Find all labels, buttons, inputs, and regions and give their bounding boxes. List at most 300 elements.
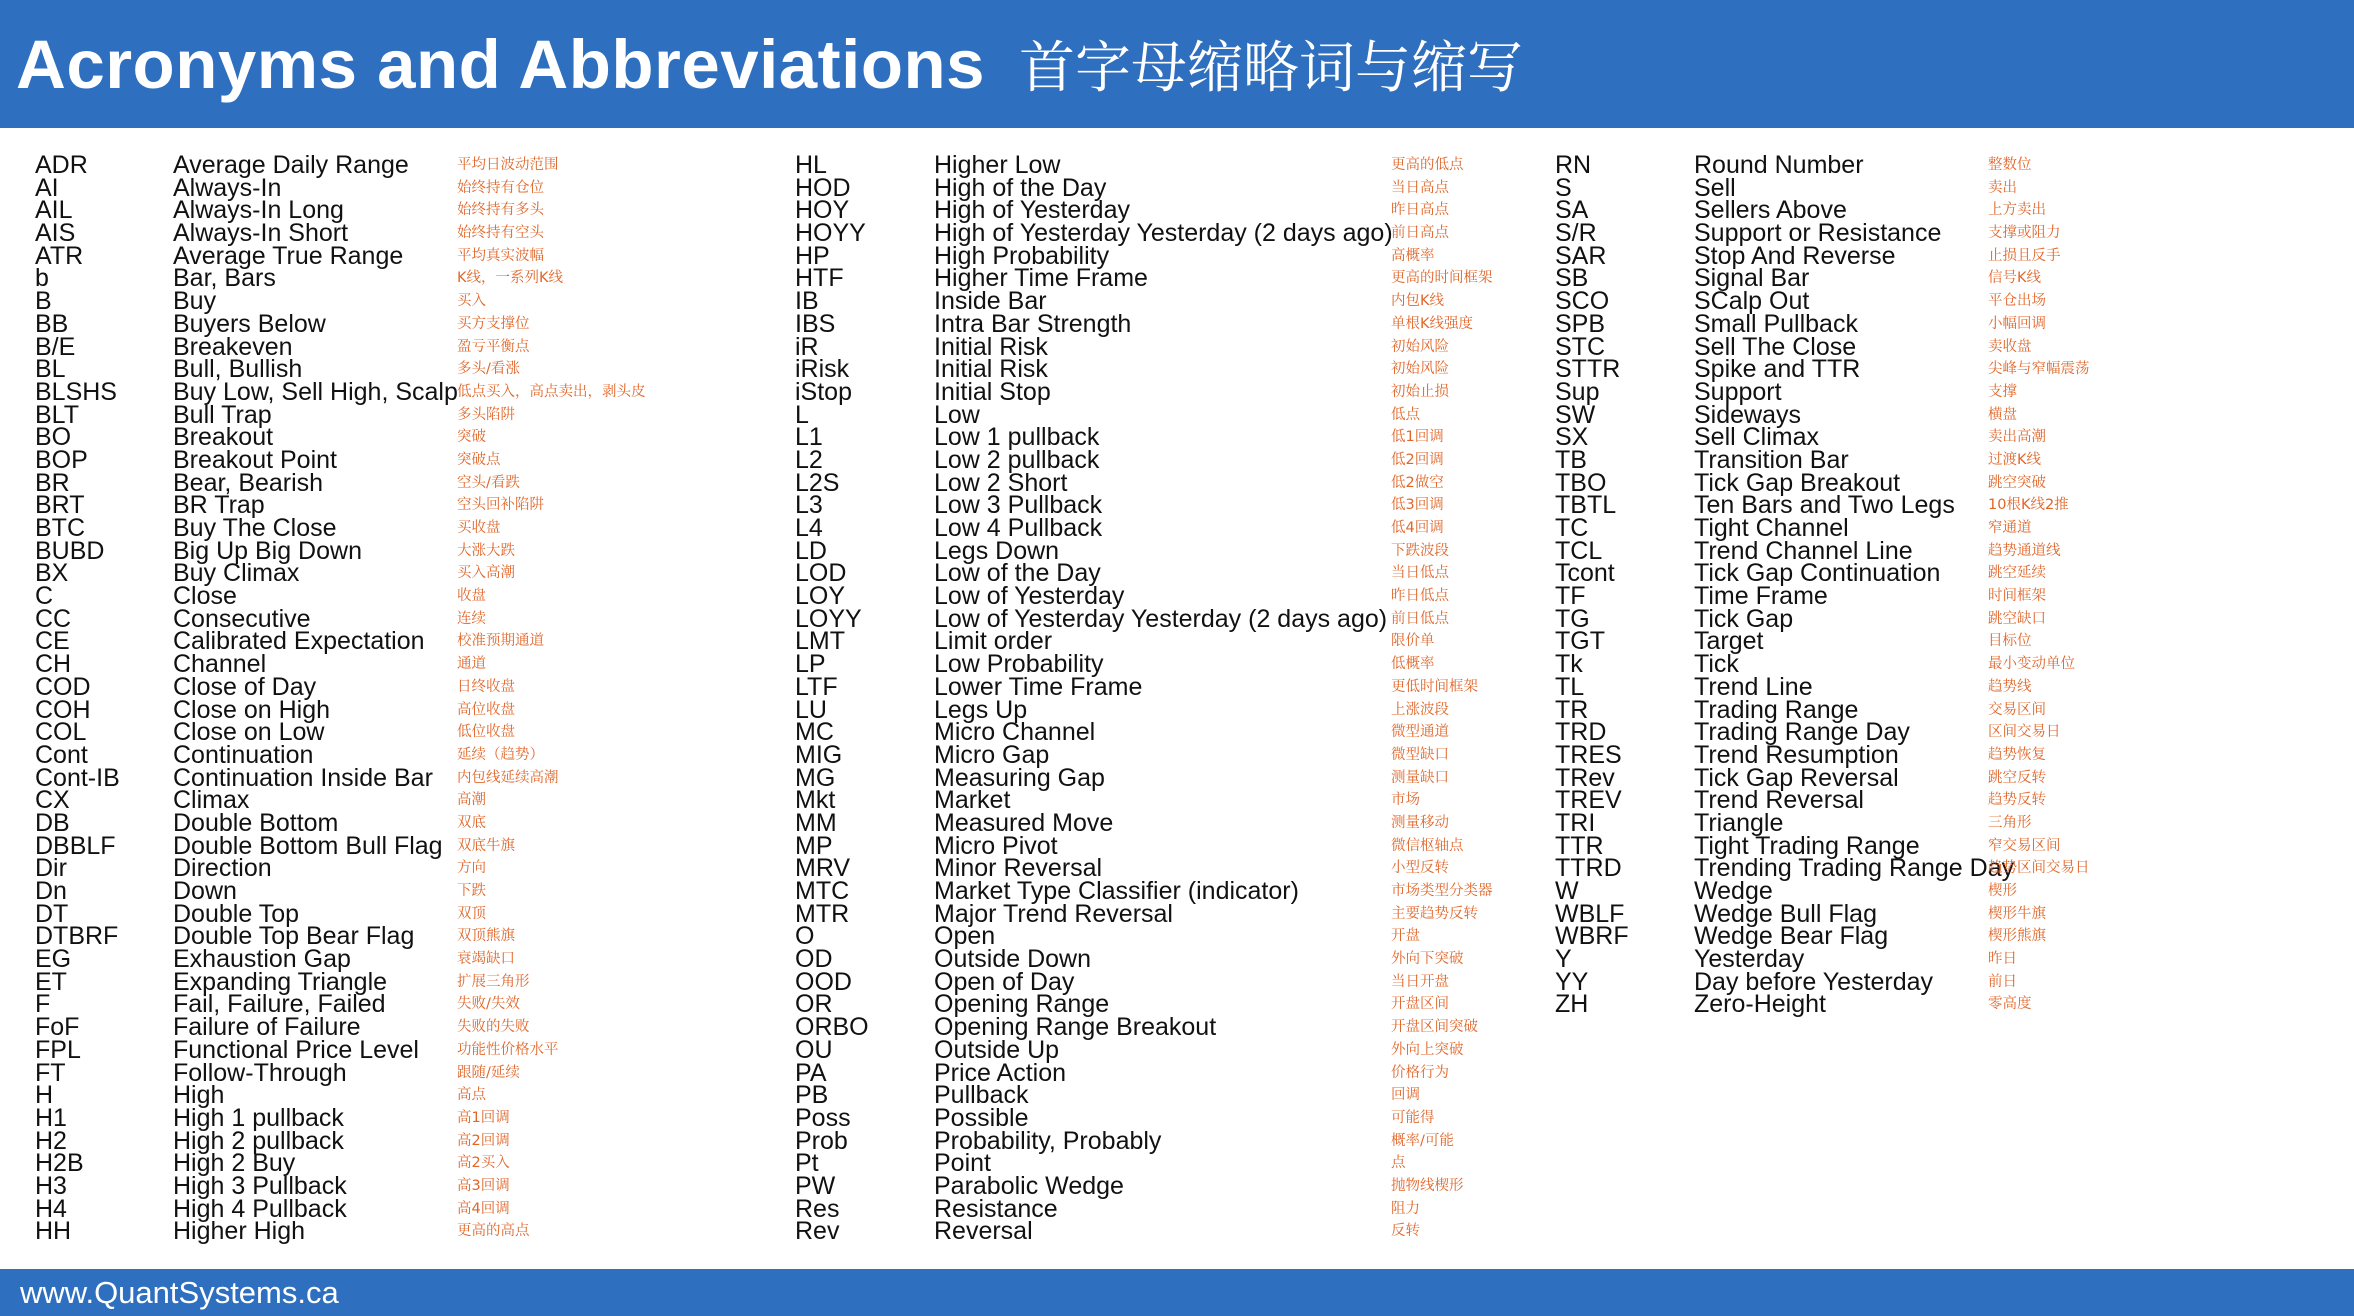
chinese-translation: 当日高点 — [1391, 179, 1449, 196]
chinese-translation: 限价单 — [1391, 633, 1435, 650]
chinese-translation: 收盘 — [457, 588, 486, 605]
chinese-translation: 买入 — [457, 293, 486, 310]
full-term: Sellers Above — [1694, 196, 1847, 225]
chinese-translation: 平均真实波幅 — [457, 247, 544, 264]
full-term: Low Probability — [934, 650, 1104, 679]
chinese-translation: 最小变动单位 — [1988, 656, 2075, 673]
full-term: Tight Trading Range — [1694, 831, 1920, 860]
abbreviation: PW — [795, 1171, 836, 1200]
chinese-translation: 更高的高点 — [457, 1223, 530, 1240]
abbreviation: DB — [35, 808, 70, 837]
abbreviation: LOY — [795, 582, 846, 611]
abbreviation: LP — [795, 650, 826, 679]
full-term: Calibrated Expectation — [173, 627, 425, 656]
chinese-translation: 平均日波动范围 — [457, 157, 559, 173]
abbreviation: H2B — [35, 1149, 84, 1178]
abbreviation: SB — [1555, 264, 1589, 293]
full-term: Expanding Triangle — [173, 967, 388, 996]
chinese-translation: 高潮 — [457, 792, 486, 809]
abbreviation: SA — [1555, 196, 1589, 225]
abbreviation: Y — [1555, 945, 1572, 974]
abbreviation: CC — [35, 604, 72, 633]
abbreviation: ORBO — [795, 1013, 869, 1042]
abbreviation: MTC — [795, 877, 850, 905]
chinese-translation: 下跌波段 — [1391, 542, 1449, 559]
full-term: Low 4 Pullback — [934, 514, 1103, 542]
abbreviation: LMT — [795, 627, 845, 656]
chinese-translation: 买入高潮 — [457, 565, 515, 582]
chinese-translation: 连续 — [457, 610, 486, 627]
full-term: Tick — [1694, 650, 1739, 679]
full-term: Bull, Bullish — [173, 355, 303, 384]
chinese-translation: 方向 — [457, 860, 486, 877]
chinese-translation: 衰竭缺口 — [457, 951, 515, 968]
abbreviation: Tcont — [1555, 559, 1615, 588]
full-term: Double Top Bear Flag — [173, 922, 415, 951]
full-term: Buy Low, Sell High, Scalp — [173, 377, 458, 406]
full-term: Ten Bars and Two Legs — [1694, 491, 1955, 520]
abbreviation: TB — [1555, 445, 1587, 474]
abbreviation: TBTL — [1555, 491, 1617, 520]
abbreviation: SPB — [1555, 309, 1606, 338]
full-term: Low of the Day — [934, 559, 1101, 588]
chinese-translation: 开盘区间 — [1391, 996, 1449, 1013]
abbreviation: STC — [1555, 332, 1605, 361]
chinese-translation: 窄通道 — [1988, 520, 2032, 536]
abbreviation: IBS — [795, 309, 836, 338]
chinese-translation: 低位收盘 — [457, 724, 515, 741]
chinese-translation: 趋势线 — [1988, 678, 2032, 695]
full-term: Legs Down — [934, 536, 1060, 565]
chinese-translation: 趋势恢复 — [1988, 746, 2046, 763]
chinese-translation: 测量移动 — [1391, 814, 1449, 831]
chinese-translation: 始终持有多头 — [457, 202, 544, 219]
full-term: High — [173, 1081, 225, 1110]
abbreviation: ATR — [35, 241, 84, 270]
full-term: Low 2 pullback — [934, 445, 1100, 474]
abbreviation: Cont — [35, 740, 88, 769]
full-term: Buy The Close — [173, 514, 337, 542]
full-term: Sell Climax — [1694, 423, 1820, 452]
chinese-translation: 回调 — [1391, 1087, 1420, 1104]
chinese-translation: 市场类型分类器 — [1391, 883, 1493, 899]
abbreviation: LOD — [795, 559, 847, 588]
full-term: Micro Channel — [934, 718, 1096, 747]
abbreviation: HOYY — [795, 219, 866, 248]
full-term: Parabolic Wedge — [934, 1171, 1124, 1200]
chinese-translation: 低3回调 — [1391, 497, 1444, 514]
full-term: Average True Range — [173, 241, 404, 270]
chinese-translation: 多头/看涨 — [457, 361, 520, 378]
chinese-translation: 初始风险 — [1391, 361, 1449, 378]
full-term: Higher Time Frame — [934, 264, 1148, 293]
chinese-translation: 延续（趋势） — [457, 746, 544, 763]
full-term: Higher Low — [934, 151, 1061, 179]
abbreviation: Pt — [795, 1149, 819, 1178]
full-term: Breakout Point — [173, 445, 337, 474]
chinese-translation: 卖收盘 — [1988, 338, 2032, 355]
full-term: Support — [1694, 377, 1782, 406]
chinese-translation: 双顶熊旗 — [457, 928, 515, 945]
abbreviation: LU — [795, 695, 827, 724]
full-term: Tick Gap — [1694, 604, 1794, 633]
abbreviation: WBLF — [1555, 899, 1625, 928]
abbreviation: WBRF — [1555, 922, 1629, 951]
abbreviation: iStop — [795, 377, 852, 406]
abbreviation: SW — [1555, 400, 1596, 429]
chinese-translation: 失败/失效 — [457, 996, 520, 1013]
full-term: Channel — [173, 650, 267, 679]
chinese-translation: 始终持有仓位 — [457, 179, 544, 196]
chinese-translation: 跳空延续 — [1988, 565, 2046, 582]
chinese-translation: 平仓出场 — [1988, 293, 2046, 310]
page-title-chinese: 首字母缩略词与缩写 — [1019, 36, 1523, 101]
footer-url[interactable]: www.QuantSystems.ca — [20, 1275, 339, 1310]
chinese-translation: 低点 — [1391, 406, 1420, 423]
full-term: Always-In — [173, 173, 282, 202]
chinese-translation: 窄交易区间 — [1988, 837, 2061, 854]
full-term: Point — [934, 1149, 991, 1178]
full-term: Double Bottom Bull Flag — [173, 831, 443, 860]
abbreviation: H2 — [35, 1126, 67, 1155]
abbreviation: LTF — [795, 672, 838, 701]
chinese-translation: 初始止损 — [1391, 383, 1449, 400]
full-term: High 4 Pullback — [173, 1194, 347, 1223]
full-term: Wedge Bull Flag — [1694, 899, 1877, 928]
chinese-translation: 楔形牛旗 — [1988, 905, 2046, 922]
chinese-translation: 更高的时间框架 — [1391, 270, 1493, 287]
full-term: Trading Range Day — [1694, 718, 1910, 747]
full-term: Low of Yesterday — [934, 582, 1125, 611]
full-term: High of Yesterday — [934, 196, 1130, 225]
abbreviation: Dn — [35, 877, 67, 905]
abbreviation: TL — [1555, 672, 1585, 701]
chinese-translation: 零高度 — [1988, 996, 2032, 1013]
chinese-translation: 空头回补陷阱 — [457, 497, 544, 514]
chinese-translation: 外向下突破 — [1391, 951, 1464, 968]
full-term: Trend Channel Line — [1694, 536, 1913, 565]
full-term: Consecutive — [173, 604, 311, 633]
abbreviation: TBO — [1555, 468, 1607, 497]
full-term: Continuation Inside Bar — [173, 763, 433, 792]
full-term: Pullback — [934, 1081, 1029, 1110]
full-term: Transition Bar — [1694, 445, 1849, 474]
chinese-translation: 主要趋势反转 — [1391, 905, 1478, 922]
full-term: Small Pullback — [1694, 309, 1858, 338]
chinese-translation: 双底牛旗 — [457, 837, 515, 854]
full-term: Trend Resumption — [1694, 740, 1899, 769]
full-term: Tick Gap Breakout — [1694, 468, 1901, 497]
full-term: Always-In Long — [173, 196, 344, 225]
full-term: Major Trend Reversal — [934, 899, 1173, 928]
chinese-translation: 昨日高点 — [1391, 202, 1449, 219]
chinese-translation: 高4回调 — [457, 1200, 510, 1217]
chinese-translation: 跳空反转 — [1988, 769, 2046, 786]
full-term: Time Frame — [1694, 582, 1828, 611]
chinese-translation: 跳空缺口 — [1988, 610, 2046, 627]
chinese-translation: 多头陷阱 — [457, 406, 515, 423]
abbreviation: b — [35, 264, 49, 293]
chinese-translation: 高点 — [457, 1087, 486, 1104]
abbreviation: SAR — [1555, 241, 1607, 270]
full-term: Intra Bar Strength — [934, 309, 1132, 338]
chinese-translation: 支撑 — [1988, 383, 2017, 400]
abbreviation: L4 — [795, 514, 823, 542]
chinese-translation: 微信枢轴点 — [1391, 837, 1464, 854]
chinese-translation: 整数位 — [1988, 157, 2032, 173]
full-term: Initial Risk — [934, 332, 1048, 361]
abbreviation: CX — [35, 786, 70, 815]
abbreviation: HP — [795, 241, 830, 270]
abbreviation: iR — [795, 332, 819, 361]
full-term: Down — [173, 877, 237, 905]
chinese-translation: 高位收盘 — [457, 701, 515, 718]
full-term: Low 3 Pullback — [934, 491, 1103, 520]
abbreviation: MG — [795, 763, 836, 792]
abbreviation: L3 — [795, 491, 823, 520]
abbreviation: BL — [35, 355, 66, 384]
abbreviation: TREV — [1555, 786, 1622, 815]
full-term: Trend Reversal — [1694, 786, 1864, 815]
abbreviation: PA — [795, 1058, 827, 1087]
chinese-translation: 盈亏平衡点 — [457, 338, 530, 355]
full-term: Trend Line — [1694, 672, 1813, 701]
chinese-translation: 卖出 — [1988, 179, 2017, 196]
abbreviation: IB — [795, 287, 819, 316]
abbreviation: BO — [35, 423, 72, 452]
chinese-translation: 开盘区间突破 — [1391, 1019, 1478, 1036]
full-term: Minor Reversal — [934, 854, 1103, 883]
chinese-translation: 止损且反手 — [1988, 247, 2061, 264]
full-term: Close — [173, 582, 237, 611]
chinese-translation: 空头/看跌 — [457, 474, 520, 491]
abbreviation: TG — [1555, 604, 1590, 633]
chinese-translation: 低2做空 — [1391, 474, 1444, 491]
full-term: Probability, Probably — [934, 1126, 1162, 1155]
chinese-translation: 高2买入 — [457, 1155, 510, 1172]
abbreviation: H3 — [35, 1171, 67, 1200]
abbreviation: TCL — [1555, 536, 1603, 565]
chinese-translation: 当日低点 — [1391, 565, 1449, 582]
abbreviation: COH — [35, 695, 91, 724]
abbreviation: OD — [795, 945, 833, 974]
full-term: Micro Gap — [934, 740, 1050, 769]
abbreviation: Poss — [795, 1103, 851, 1132]
full-term: SCalp Out — [1694, 287, 1810, 316]
chinese-translation: 失败的失败 — [457, 1019, 530, 1036]
full-term: Bar, Bars — [173, 264, 276, 293]
chinese-translation: 高概率 — [1391, 247, 1435, 264]
chinese-translation: 目标位 — [1988, 633, 2032, 650]
full-term: High 3 Pullback — [173, 1171, 347, 1200]
chinese-translation: 外向上突破 — [1391, 1041, 1464, 1058]
full-term: Trending Trading Range Day — [1694, 854, 2015, 883]
chinese-translation: 趋势通道线 — [1988, 542, 2061, 559]
abbreviation: TF — [1555, 582, 1586, 611]
full-term: Opening Range — [934, 990, 1110, 1019]
full-term: Tick Gap Continuation — [1694, 559, 1941, 588]
chinese-translation: 内包线延续高潮 — [457, 769, 559, 786]
abbreviation: BTC — [35, 514, 85, 542]
abbreviation: DBBLF — [35, 831, 116, 860]
full-term: Reversal — [934, 1217, 1033, 1246]
abbreviation: BRT — [35, 491, 85, 520]
full-term: Measured Move — [934, 808, 1114, 837]
full-term: High 1 pullback — [173, 1103, 344, 1132]
full-term: Breakeven — [173, 332, 293, 361]
chinese-translation: 可能得 — [1391, 1109, 1435, 1126]
chinese-translation: 大涨大跌 — [457, 542, 515, 559]
full-term: Support or Resistance — [1694, 219, 1942, 248]
chinese-translation: 跟随/延续 — [457, 1064, 520, 1081]
chinese-translation: 上涨波段 — [1391, 701, 1449, 718]
chinese-translation: 卖出高潮 — [1988, 429, 2046, 446]
abbreviation: COL — [35, 718, 87, 747]
full-term: Target — [1694, 627, 1764, 656]
abbreviation: EG — [35, 945, 72, 974]
abbreviation: iRisk — [795, 355, 850, 384]
full-term: Failure of Failure — [173, 1013, 361, 1042]
chinese-translation: 突破点 — [457, 451, 501, 468]
abbreviation: CE — [35, 627, 70, 656]
full-term: Outside Down — [934, 945, 1092, 974]
full-term: Limit order — [934, 627, 1053, 656]
abbreviation: MTR — [795, 899, 850, 928]
full-term: Price Action — [934, 1058, 1067, 1087]
chinese-translation: 突破 — [457, 429, 486, 446]
full-term: Double Top — [173, 899, 300, 928]
full-term: Bull Trap — [173, 400, 272, 429]
full-term: Round Number — [1694, 151, 1864, 179]
chinese-translation: 抛物线楔形 — [1391, 1177, 1464, 1194]
chinese-translation: 低2回调 — [1391, 451, 1444, 468]
chinese-translation: 内包K线 — [1391, 293, 1445, 310]
full-term: Triangle — [1694, 808, 1784, 837]
full-term: Higher High — [173, 1217, 306, 1246]
chinese-translation: 尖峰与窄幅震荡 — [1988, 361, 2090, 378]
chinese-translation: 前日高点 — [1391, 225, 1449, 242]
full-term: Lower Time Frame — [934, 672, 1143, 701]
abbreviation: LOYY — [795, 604, 862, 633]
full-term: Exhaustion Gap — [173, 945, 351, 974]
chinese-translation: 微型缺口 — [1391, 746, 1449, 763]
full-term: Spike and TTR — [1694, 355, 1861, 384]
full-term: Always-In Short — [173, 219, 349, 248]
abbreviation: TR — [1555, 695, 1589, 724]
full-term: Trading Range — [1694, 695, 1859, 724]
chinese-translation: 下跌 — [457, 883, 486, 899]
full-term: Opening Range Breakout — [934, 1013, 1217, 1042]
abbreviation: BX — [35, 559, 69, 588]
full-term: High 2 Buy — [173, 1149, 296, 1178]
chinese-translation: 市场 — [1391, 792, 1420, 809]
abbreviation: HH — [35, 1217, 72, 1246]
abbreviation: CH — [35, 650, 72, 679]
abbreviation: O — [795, 922, 815, 951]
full-term: Resistance — [934, 1194, 1058, 1223]
full-term: Breakout — [173, 423, 274, 452]
chinese-translation: 10根K线2推 — [1988, 497, 2069, 514]
abbreviation: DTBRF — [35, 922, 119, 951]
full-term: Market — [934, 786, 1011, 815]
chinese-translation: 低点买入，高点卖出，剥头皮 — [457, 383, 646, 400]
abbreviation: C — [35, 582, 54, 611]
chinese-translation: 趋势区间交易日 — [1988, 860, 2090, 877]
chinese-translation: 信号K线 — [1988, 270, 2042, 287]
chinese-translation: 时间框架 — [1988, 588, 2046, 605]
full-term: Zero-Height — [1694, 990, 1826, 1019]
abbreviation: HTF — [795, 264, 844, 293]
abbreviation: Res — [795, 1194, 840, 1223]
full-term: Buyers Below — [173, 309, 326, 338]
abbreviation: TTR — [1555, 831, 1604, 860]
abbreviation: MC — [795, 718, 834, 747]
abbreviation: AIS — [35, 219, 76, 248]
abbreviation: H1 — [35, 1103, 67, 1132]
chinese-translation: 区间交易日 — [1988, 724, 2061, 741]
full-term: Tight Channel — [1694, 514, 1849, 542]
full-term: Climax — [173, 786, 250, 815]
chinese-translation: 高3回调 — [457, 1177, 510, 1194]
abbreviation: AI — [35, 173, 59, 202]
chinese-translation: 当日开盘 — [1391, 973, 1449, 990]
abbreviation: H4 — [35, 1194, 67, 1223]
abbreviation: OR — [795, 990, 833, 1019]
full-term: Continuation — [173, 740, 314, 769]
abbreviation: BOP — [35, 445, 88, 474]
abbreviation: TRD — [1555, 718, 1607, 747]
abbreviation: ZH — [1555, 990, 1589, 1019]
abbreviation: RN — [1555, 151, 1592, 179]
full-term: Measuring Gap — [934, 763, 1105, 792]
abbreviation: TGT — [1555, 627, 1605, 656]
abbreviation: OOD — [795, 967, 852, 996]
title-banner — [0, 0, 2354, 128]
abbreviation: HOY — [795, 196, 850, 225]
abbreviation: TRES — [1555, 740, 1622, 769]
abbreviation: MRV — [795, 854, 851, 883]
full-term: Low 1 pullback — [934, 423, 1100, 452]
full-term: Market Type Classifier (indicator) — [934, 877, 1299, 905]
abbreviation: MIG — [795, 740, 843, 769]
full-term: High Probability — [934, 241, 1110, 270]
chinese-translation: 始终持有空头 — [457, 225, 544, 242]
full-term: Direction — [173, 854, 272, 883]
abbreviation: B/E — [35, 332, 76, 361]
chinese-translation: 交易区间 — [1988, 701, 2046, 718]
abbreviation: H — [35, 1081, 54, 1110]
chinese-translation: 双顶 — [457, 905, 486, 922]
abbreviation: TRev — [1555, 763, 1615, 792]
chinese-translation: 功能性价格水平 — [457, 1041, 559, 1058]
abbreviation: STTR — [1555, 355, 1621, 384]
chinese-translation: 买方支撑位 — [457, 315, 530, 332]
full-term: Fail, Failure, Failed — [173, 990, 386, 1019]
abbreviation: MM — [795, 808, 837, 837]
full-term: Initial Risk — [934, 355, 1048, 384]
abbreviation: FT — [35, 1058, 66, 1087]
abbreviation: BR — [35, 468, 70, 497]
chinese-translation: 低4回调 — [1391, 520, 1444, 536]
full-term: Open of Day — [934, 967, 1075, 996]
abbreviation: S/R — [1555, 219, 1597, 248]
full-term: Close on High — [173, 695, 331, 724]
chinese-translation: 过渡K线 — [1988, 451, 2042, 468]
full-term: Buy — [173, 287, 217, 316]
full-term: Big Up Big Down — [173, 536, 362, 565]
full-term: Low of Yesterday Yesterday (2 days ago) — [934, 604, 1388, 633]
abbreviation: Sup — [1555, 377, 1600, 406]
